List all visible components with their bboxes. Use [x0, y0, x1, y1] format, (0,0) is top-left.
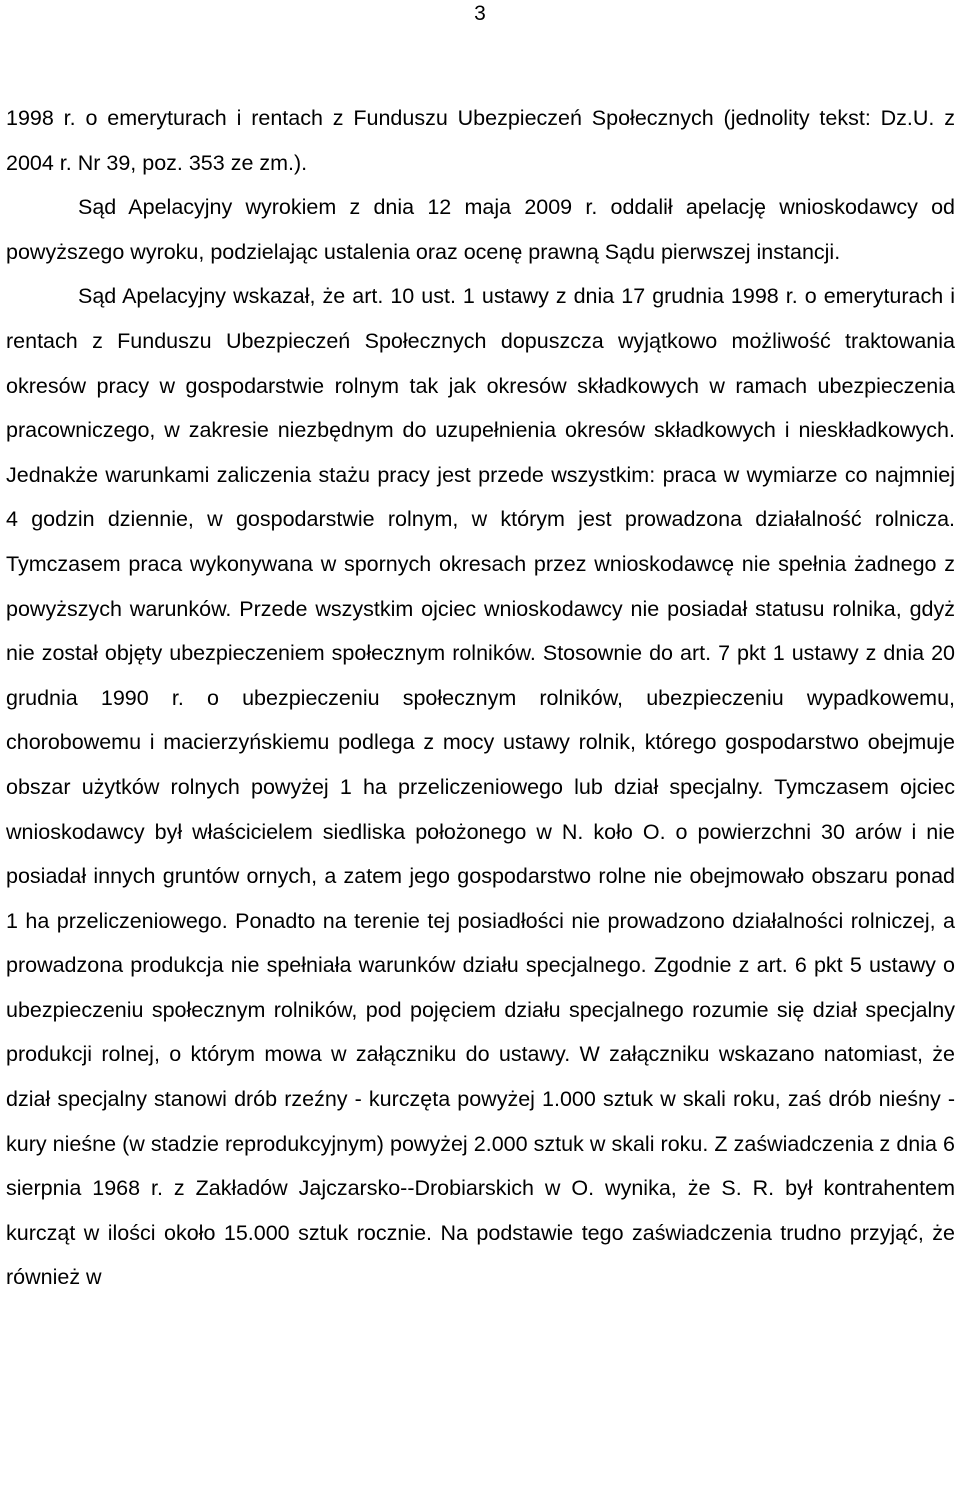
document-body — [6, 96, 955, 1300]
paragraph-appeal-judgment: Sąd Apelacyjny wyrokiem z dnia 12 maja 2009 r. oddalił apelację wnioskodawcy od powyższego wyroku, podzielając ustalenia oraz ocenę prawną Sądu pierwszej instancji. — [6, 195, 955, 264]
paragraph-court-reasoning: Sąd Apelacyjny wskazał, że art. 10 ust. 1 ustawy z dnia 17 grudnia 1998 r. o emeryturach i rentach z Funduszu Ubezpieczeń Społecznych dopuszcza wyjątkowo możliwość traktowania okresów pracy w gospodarstwie rolnym tak jak okresów składkowych w ramach ubezpieczenia pracowniczego, w zakresie niezbędnym do uzupełnienia okresów składkowych i nieskładkowych. Jednakże warunkami zaliczenia stażu pracy jest przede wszystkim: praca w wymiarze co najmniej 4 godzin dziennie, w gospodarstwie rolnym, w którym jest prowadzona działalność rolnicza. Tymczasem praca wykonywana w spornych okresach przez wnioskodawcę nie spełnia żadnego z powyższych warunków. Przede wszystkim ojciec wnioskodawcy nie posiadał statusu rolnika, gdyż nie został objęty ubezpieczeniem społecznym rolników. Stosownie do art. 7 pkt 1 ustawy z dnia 20 grudnia 1990 r. o ubezpieczeniu społecznym rolników, ubezpieczeniu wypadkowemu, chorobowemu i macierzyńskiemu podlega z mocy ustawy rolnik, którego gospodarstwo obejmuje obszar użytków rolnych powyżej 1 ha przeliczeniowego lub dział specjalny. Tymczasem ojciec wnioskodawcy był właścicielem siedliska położonego w N. koło O. o powierzchni 30 arów i nie posiadał innych gruntów ornych, a zatem jego gospodarstwo rolne nie obejmowało obszaru ponad 1 ha przeliczeniowego. Ponadto na terenie tej posiadłości nie prowadzono działalności rolniczej, a prowadzona produkcja nie spełniała warunków działu specjalnego. Zgodnie z art. 6 pkt 5 ustawy o ubezpieczeniu społecznym rolników, pod pojęciem działu specjalnego rozumie się dział specjalny produkcji rolnej, o którym mowa w załączniku do ustawy. W załączniku wskazano natomiast, że dział specjalny stanowi drób rzeźny - kurczęta powyżej 1.000 sztuk w skali roku, zaś drób nieśny - kury nieśne (w stadzie reprodukcyjnym) powyżej 2.000 sztuk w skali roku. Z zaświadczenia z dnia 6 sierpnia 1968 r. z Zakładów Jajczarsko--Drobiarskich w O. wynika, że S. R. był kontrahentem kurcząt w ilości około 15.000 sztuk rocznie. Na podstawie tego zaświadczenia trudno przyjąć, że również w — [6, 284, 955, 1290]
paragraph-continuation: 1998 r. o emeryturach i rentach z Funduszu Ubezpieczeń Społecznych (jednolity tekst: Dz.U. z 2004 r. Nr 39, poz. 353 ze zm.). — [6, 106, 955, 175]
page-number: 3 — [474, 2, 486, 25]
